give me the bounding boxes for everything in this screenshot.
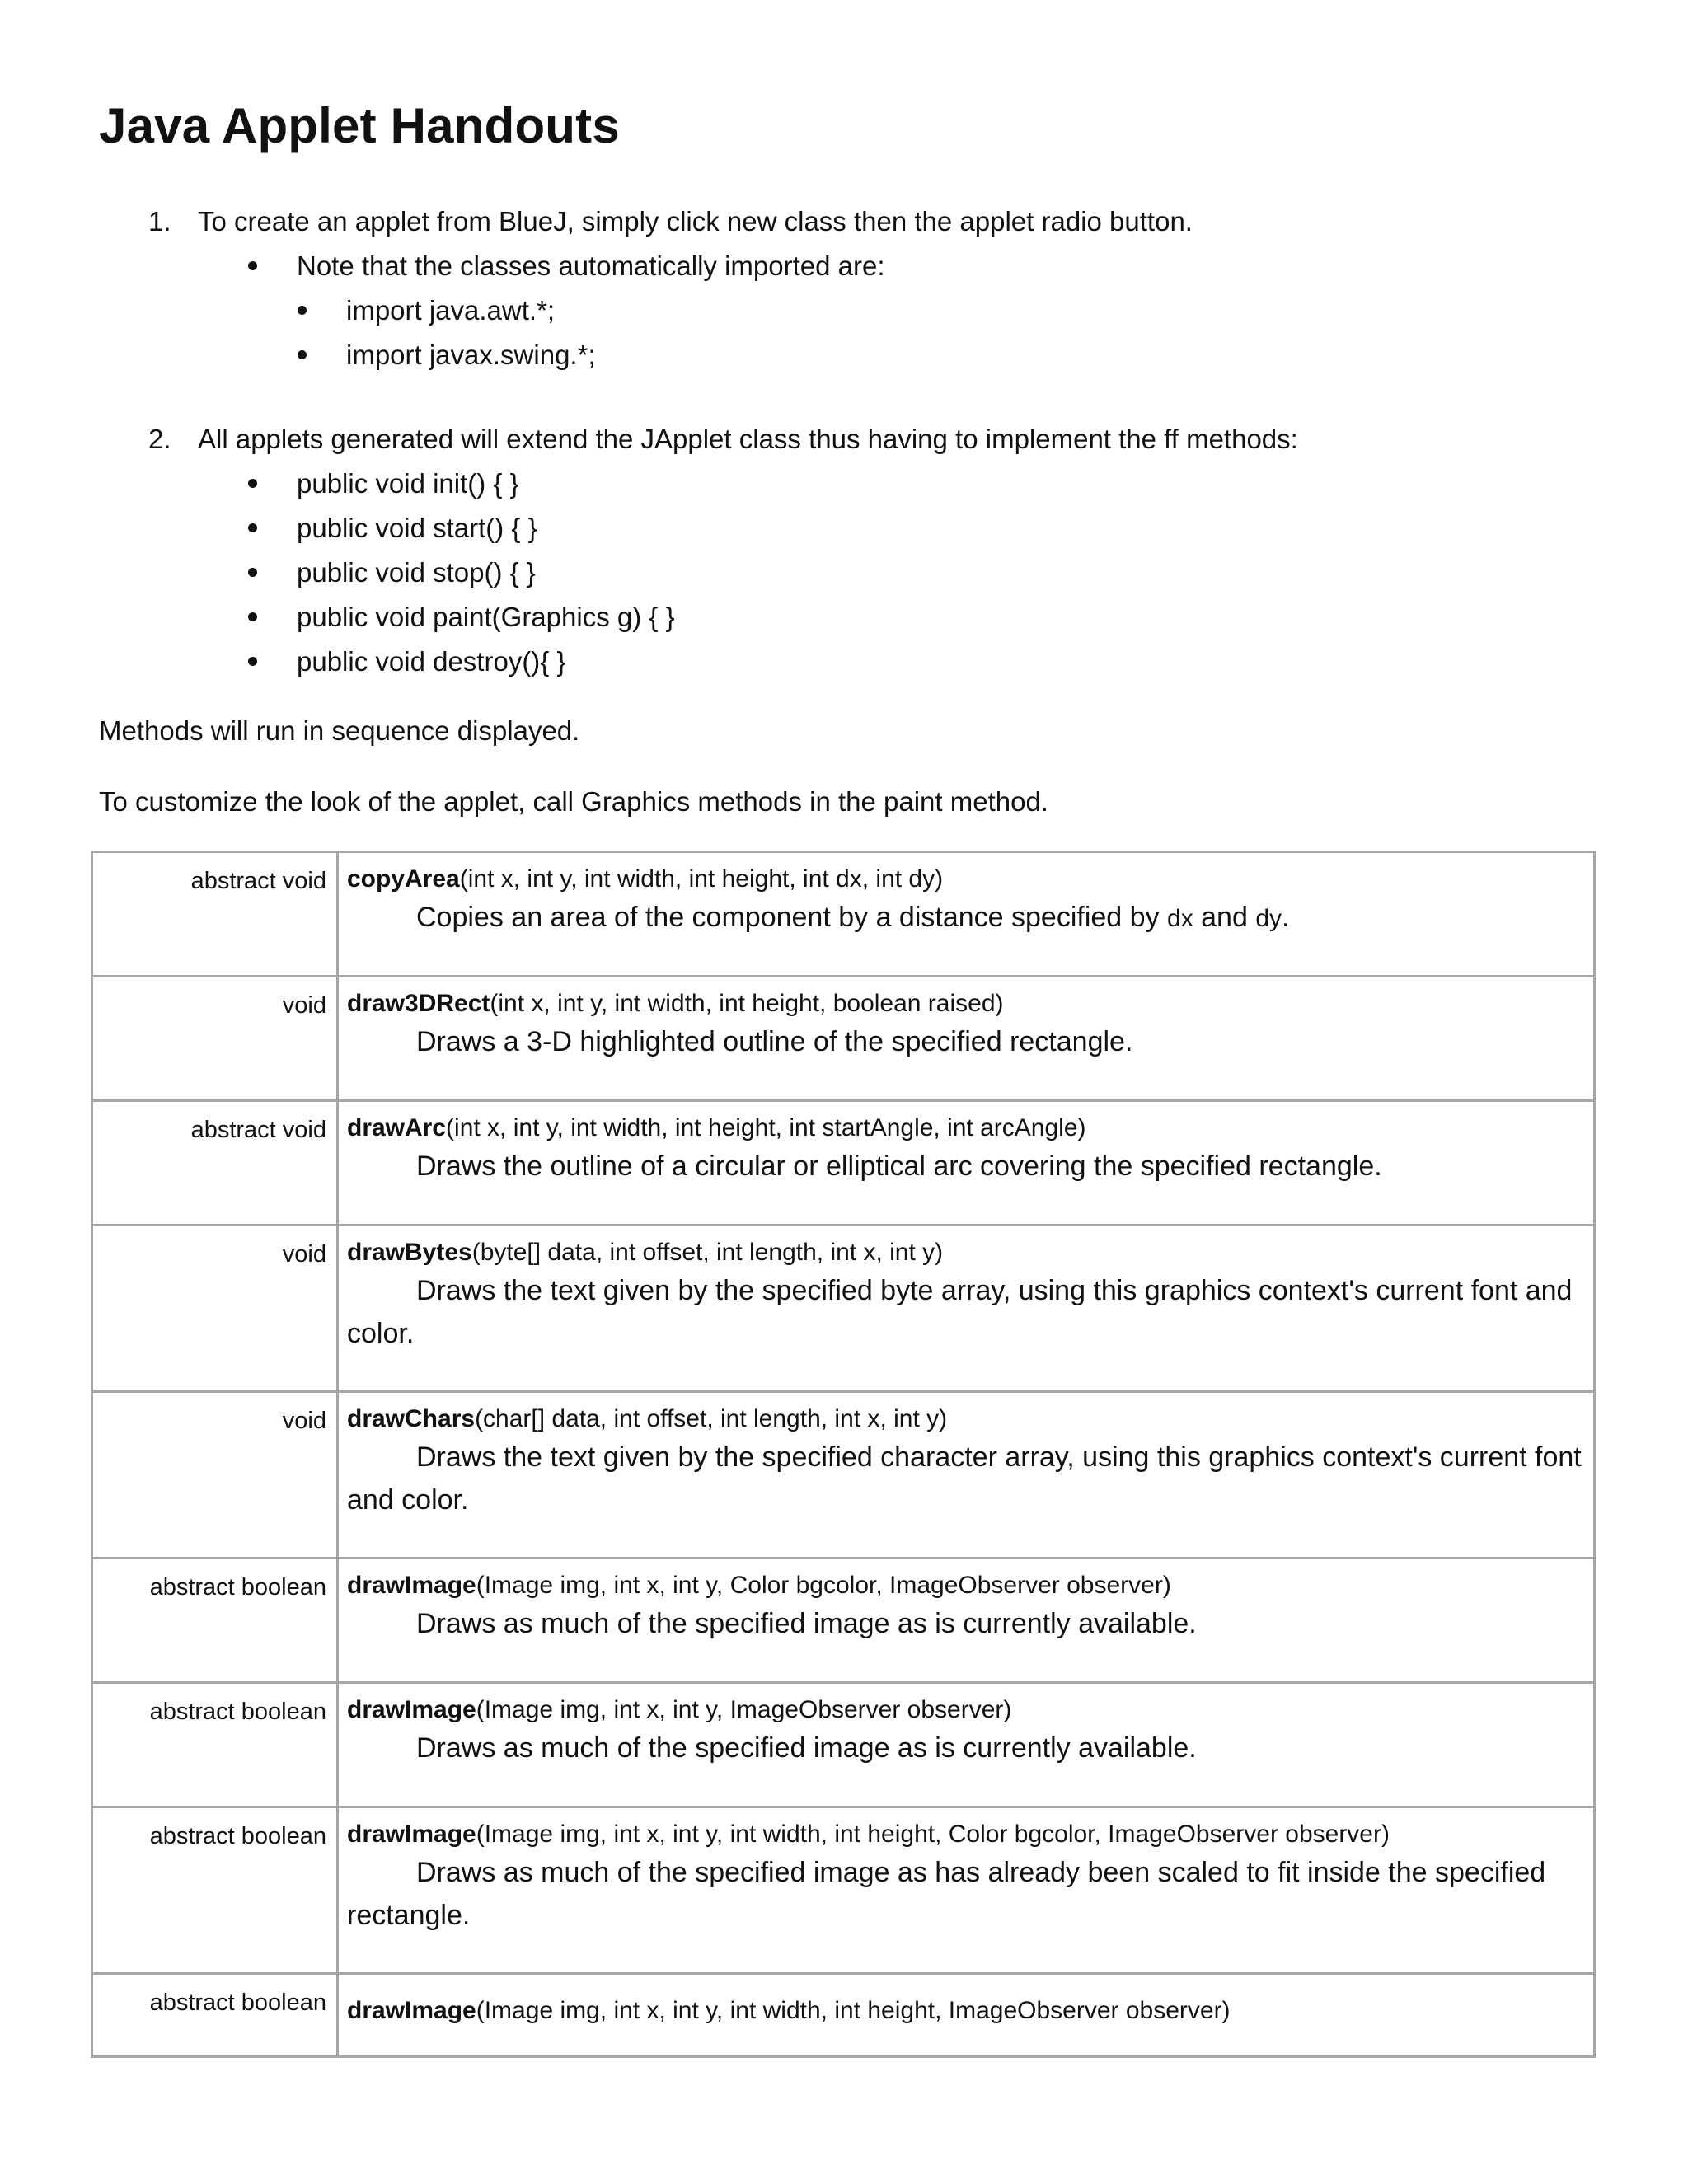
method-description: Draws as much of the specified image as is currently available.	[416, 1608, 1197, 1639]
return-type-cell: void	[92, 977, 338, 1101]
table-row	[92, 977, 1595, 1101]
method-cell	[338, 1558, 1595, 1683]
bullet	[248, 568, 257, 577]
bullet	[248, 261, 257, 270]
method-params: (Image img, int x, int y, Color bgcolor, ImageObserver observer)	[476, 1572, 1171, 1599]
list-number: 2.	[148, 424, 171, 454]
return-type-cell: abstract boolean	[92, 1974, 338, 2057]
method-name: drawImage	[347, 1821, 476, 1848]
method-params: (int x, int y, int width, int height, int startAngle, int arcAngle)	[446, 1114, 1086, 1141]
sub-item-text: Note that the classes automatically imported are:	[297, 251, 885, 281]
table-row	[92, 1683, 1595, 1807]
return-type-cell: void	[92, 1392, 338, 1558]
paragraph: Methods will run in sequence displayed.	[99, 715, 580, 746]
method-line: public void stop() { }	[297, 557, 536, 588]
method-cell	[338, 1101, 1595, 1226]
return-type-cell: abstract boolean	[92, 1807, 338, 1974]
return-type-cell: abstract void	[92, 852, 338, 977]
list-item-text: All applets generated will extend the JApplet class thus having to implement the ff methods:	[198, 424, 1298, 454]
method-name: drawBytes	[347, 1239, 472, 1266]
method-cell	[338, 852, 1595, 977]
method-signature	[347, 1113, 1582, 1143]
code-text: dx	[1167, 905, 1193, 932]
import-line: import javax.swing.*;	[346, 340, 596, 370]
import-line: import java.awt.*;	[346, 295, 556, 326]
table-row	[92, 1101, 1595, 1226]
method-name: drawArc	[347, 1114, 447, 1141]
method-cell	[338, 1226, 1595, 1392]
method-signature	[347, 1820, 1582, 1849]
method-cell	[338, 1807, 1595, 1974]
method-signature	[347, 1571, 1582, 1601]
table-row	[92, 1226, 1595, 1392]
table-row	[92, 1807, 1595, 1974]
paragraph: To customize the look of the applet, call Graphics methods in the paint method.	[99, 786, 1048, 817]
method-line: public void paint(Graphics g) { }	[297, 602, 675, 632]
method-name: drawChars	[347, 1405, 476, 1432]
method-description: Draws a 3-D highlighted outline of the specified rectangle.	[416, 1026, 1133, 1057]
method-cell	[338, 1974, 1595, 2057]
method-params: (Image img, int x, int y, ImageObserver observer)	[476, 1696, 1012, 1723]
bullet	[298, 306, 307, 315]
list-item-text: To create an applet from BlueJ, simply click new class then the applet radio button.	[198, 206, 1193, 237]
method-signature	[347, 1404, 1582, 1434]
return-type-cell: void	[92, 1226, 338, 1392]
method-params: (Image img, int x, int y, int width, int height, Color bgcolor, ImageObserver observer)	[476, 1821, 1390, 1848]
return-type-cell: abstract boolean	[92, 1683, 338, 1807]
bullet	[248, 657, 257, 666]
page-title: Java Applet Handouts	[99, 98, 620, 153]
return-type-cell: abstract boolean	[92, 1558, 338, 1683]
method-name: draw3DRect	[347, 990, 490, 1017]
method-signature	[347, 1695, 1582, 1725]
method-line: public void destroy(){ }	[297, 646, 566, 677]
list-number: 1.	[148, 206, 171, 237]
method-signature	[347, 1238, 1582, 1268]
table-row	[92, 1558, 1595, 1683]
method-line: public void init() { }	[297, 468, 519, 499]
bullet	[298, 350, 307, 359]
method-name: copyArea	[347, 865, 460, 893]
method-signature	[347, 989, 1582, 1019]
method-cell	[338, 1683, 1595, 1807]
method-description: Draws as much of the specified image as is currently available.	[416, 1732, 1197, 1764]
method-description: Draws the outline of a circular or elliptical arc covering the specified rectangle.	[416, 1151, 1382, 1182]
method-name: drawImage	[347, 1997, 476, 2024]
method-description: Draws as much of the specified image as has already been scaled to fit inside the specified rectangle.	[347, 1857, 1546, 1931]
method-cell	[338, 977, 1595, 1101]
method-summary-table	[91, 851, 1596, 2058]
method-name: drawImage	[347, 1572, 476, 1599]
method-params: (int x, int y, int width, int height, int dx, int dy)	[459, 865, 944, 893]
bullet	[248, 479, 257, 488]
method-cell	[338, 1392, 1595, 1558]
method-description: Draws the text given by the specified byte array, using this graphics context's current font and color.	[347, 1275, 1573, 1349]
method-params: (int x, int y, int width, int height, boolean raised)	[490, 990, 1004, 1017]
bullet	[248, 523, 257, 532]
table-row	[92, 852, 1595, 977]
method-description: Copies an area of the component by a distance specified by dx and dy.	[416, 902, 1290, 933]
method-signature	[347, 865, 1582, 894]
bullet	[248, 612, 257, 621]
method-params: (char[] data, int offset, int length, int x, int y)	[475, 1405, 948, 1432]
method-name: drawImage	[347, 1696, 476, 1723]
method-line: public void start() { }	[297, 513, 537, 543]
code-text: dy	[1255, 905, 1282, 932]
method-description: Draws the text given by the specified character array, using this graphics context's current font and color.	[347, 1441, 1582, 1516]
return-type-cell: abstract void	[92, 1101, 338, 1226]
method-params: (byte[] data, int offset, int length, int x, int y)	[471, 1239, 944, 1266]
table-row	[92, 1392, 1595, 1558]
method-signature	[347, 1996, 1582, 2026]
table-row	[92, 1974, 1595, 2057]
method-params: (Image img, int x, int y, int width, int height, ImageObserver observer)	[476, 1997, 1231, 2024]
